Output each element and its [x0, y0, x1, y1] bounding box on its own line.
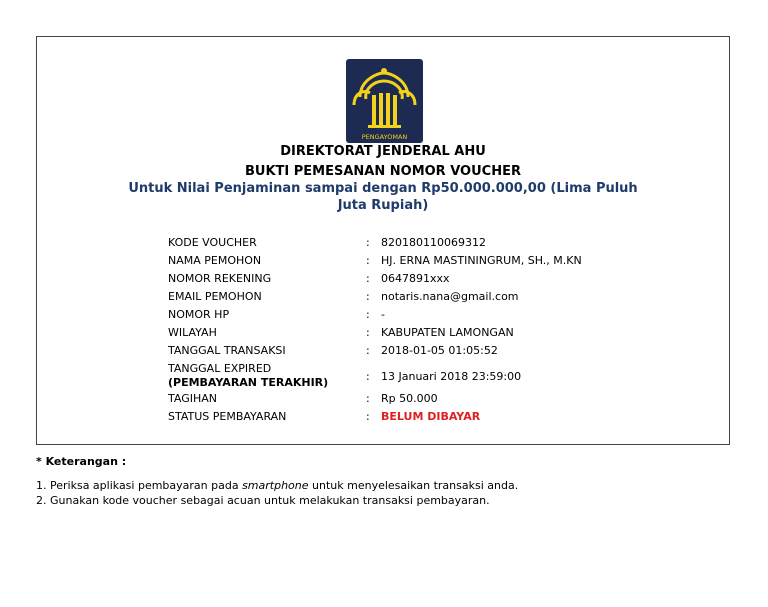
detail-row-tanggal-expired — [168, 362, 688, 392]
note-item — [36, 494, 518, 509]
detail-label: EMAIL PEMOHON — [168, 290, 262, 303]
note-text-end: untuk menyelesaikan transaksi anda. — [308, 479, 519, 492]
pengayoman-emblem-icon — [346, 59, 423, 143]
detail-row-nomor-rekening — [168, 272, 688, 290]
detail-label: WILAYAH — [168, 326, 217, 339]
detail-label: TANGGAL TRANSAKSI — [168, 344, 286, 357]
notes-list — [36, 479, 518, 509]
detail-separator: : — [366, 254, 370, 267]
payment-status-value: BELUM DIBAYAR — [381, 410, 481, 423]
notes-title: * Keterangan : — [36, 455, 127, 468]
detail-label: TANGGAL EXPIRED — [168, 362, 272, 375]
note-text: Periksa aplikasi pembayaran pada — [50, 479, 243, 492]
note-emphasis: smartphone — [242, 479, 309, 492]
detail-label: TAGIHAN — [168, 392, 217, 405]
note-text: Gunakan kode voucher sebagai acuan untuk melakukan transaksi pembayaran. — [50, 494, 490, 507]
detail-row-tanggal-transaksi — [168, 344, 688, 362]
logo-caption: PENGAYOMAN — [361, 133, 408, 141]
detail-row-nomor-hp — [168, 308, 688, 326]
detail-label-note: (PEMBAYARAN TERAKHIR) — [168, 376, 329, 389]
organization-title: DIREKTORAT JENDERAL AHU — [280, 144, 486, 159]
voucher-details — [168, 236, 688, 428]
detail-separator: : — [366, 308, 370, 321]
pengayoman-logo — [346, 59, 423, 143]
detail-separator: : — [366, 272, 370, 285]
detail-label: KODE VOUCHER — [168, 236, 257, 249]
detail-separator: : — [366, 344, 370, 357]
detail-separator: : — [366, 392, 370, 405]
detail-separator: : — [366, 236, 370, 249]
note-number: 2. — [36, 494, 47, 507]
detail-row-email-pemohon — [168, 290, 688, 308]
detail-separator: : — [366, 290, 370, 303]
detail-value: 0647891xxx — [381, 272, 450, 285]
detail-row-nama-pemohon — [168, 254, 688, 272]
detail-label: NOMOR REKENING — [168, 272, 272, 285]
document-title: BUKTI PEMESANAN NOMOR VOUCHER — [245, 164, 521, 179]
detail-label-group — [168, 362, 328, 390]
detail-value: Rp 50.000 — [381, 392, 438, 405]
detail-separator: : — [366, 410, 370, 423]
detail-label: STATUS PEMBAYARAN — [168, 410, 287, 423]
detail-separator: : — [366, 370, 370, 383]
detail-value: 820180110069312 — [381, 236, 486, 249]
detail-row-kode-voucher — [168, 236, 688, 254]
detail-separator: : — [366, 326, 370, 339]
voucher-receipt-box — [36, 36, 730, 445]
detail-label: NOMOR HP — [168, 308, 230, 321]
detail-row-status-pembayaran — [168, 410, 688, 428]
detail-value: 13 Januari 2018 23:59:00 — [381, 370, 522, 383]
detail-row-tagihan — [168, 392, 688, 410]
detail-value: KABUPATEN LAMONGAN — [381, 326, 514, 339]
note-number: 1. — [36, 479, 47, 492]
note-item — [36, 479, 518, 494]
detail-value: notaris.nana@gmail.com — [381, 290, 519, 303]
detail-value: 2018-01-05 01:05:52 — [381, 344, 498, 357]
detail-value: - — [381, 308, 385, 321]
detail-row-wilayah — [168, 326, 688, 344]
document-subtitle: Untuk Nilai Penjaminan sampai dengan Rp50.000.000,00 (Lima Puluh Juta Rupiah) — [128, 181, 638, 213]
detail-label: NAMA PEMOHON — [168, 254, 262, 267]
detail-value: HJ. ERNA MASTININGRUM, SH., M.KN — [381, 254, 582, 267]
